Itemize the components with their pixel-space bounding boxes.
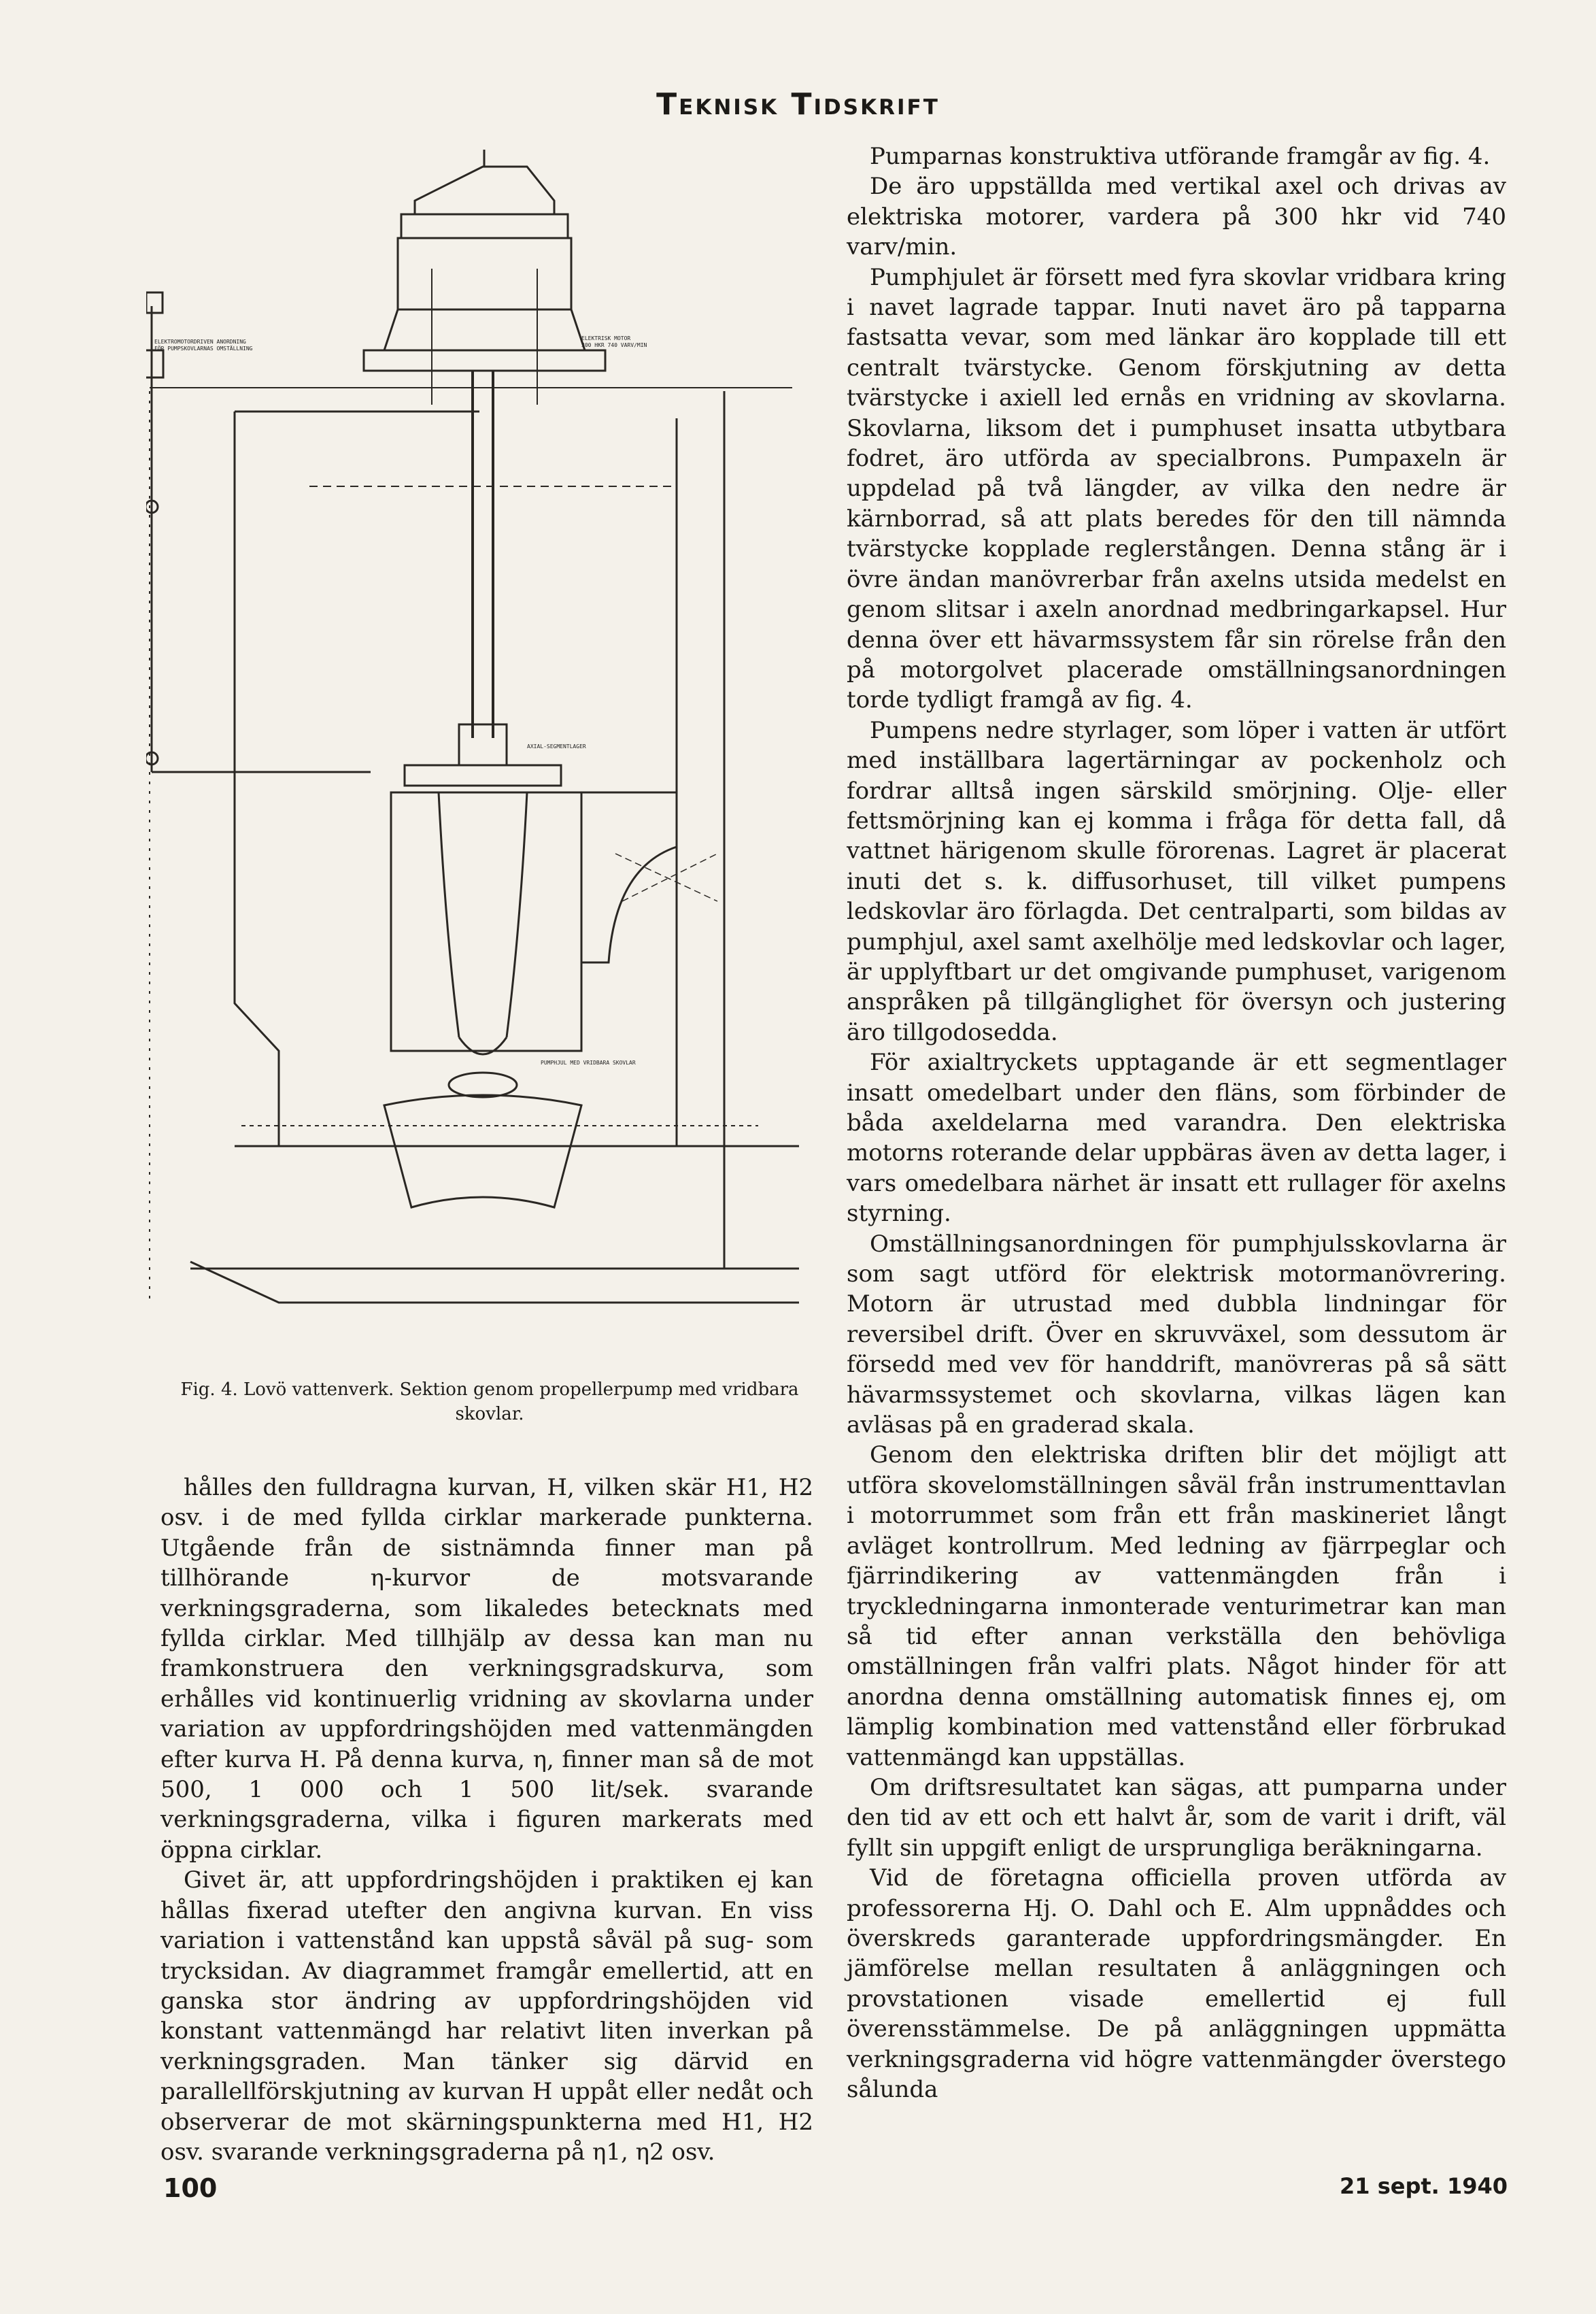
impeller (449, 1073, 517, 1097)
motor-base (364, 350, 605, 371)
right-paragraph: Omställningsanordningen för pumphjulsskovlarna är som sagt utförd för elektrisk motormanövrering. Motorn är utrustad med dubbla lindningar för reversibel drift. Över en skruvväxel, som dessutom är försedd med vev för handdrift, manövreras på så sätt hävarmssystemet och skovlarna, vilkas lägen kan avläsas på en graderad skala. (847, 1230, 1506, 1439)
left-paragraph: hålles den fulldragna kurvan, H, vilken skär H1, H2 osv. i de med fyllda cirklar markerade punkterna. Utgående från de sistnämnda finner man på tillhörande η-kurvor de motsvarande verkningsgraderna, som likaledes betecknats med fyllda cirklar. Med tillhjälp av dessa kan man nu framkonstruera den verkningsgradskurva, som erhålles vid kontinuerlig vridning av skovlarna under variation av uppfordringshöjden med vattenmängden efter kurva H. På denna kurva, η, finner man så de mot 500, 1 000 och 1 500 lit/sek. svarande verkningsgraderna, vilka i figuren markerats med öppna cirklar. (160, 1474, 813, 1864)
right-paragraph: Pumpens nedre styrlager, som löper i vatten är utfört med inställbara lagertärningar av pockenholz och fordrar alltså ingen särskild smörjning. Olje- eller fettsmörjning kan ej komma i fråga för detta fall, då vattnet härigenom skulle förorenas. Lagret är placerat inuti det s. k. diffusorhuset, till vilket pumpens ledskovlar äro förlagda. Det centralparti, som bildas av pumphjul, axel samt axelhölje med ledskovlar och lager, är upplyftbart ur det omgivande pumphuset, varigenom anspråken på tillgänglighet för översyn och justering äro tillgodosedda. (847, 716, 1506, 1046)
page-number: 100 (163, 2173, 218, 2203)
left-paragraph: Givet är, att uppfordringshöjden i praktiken ej kan hållas fixerad utefter den angivna kurvan. En viss variation i vattenstånd kan uppstå såväl på sug- som trycksidan. Av diagrammet framgår emellertid, att en ganska stor ändring av uppfordringshöjden vid konstant vattenmängd har relativt liten inverkan på verkningsgraden. Man tänker sig därvid en parallellförskjutning av kurvan H uppåt eller nedåt och observerar de mot skärningspunkterna med H1, H2 osv. svarande verkningsgraderna på η1, η2 osv. (160, 1866, 813, 2166)
figure-caption: Fig. 4. Lovö vattenverk. Sektion genom propellerpump med vridbara skovlar. (180, 1379, 799, 1424)
issue-date: 21 sept. 1940 (1340, 2173, 1508, 2199)
right-paragraph: Genom den elektriska driften blir det möjligt att utföra skovelomställningen såväl från instrumenttavlan i motorrummet som från ett från maskineriet långt avläget kontrollrum. Med ledning av fjärrpeglar och fjärrindikering av vattenmängden från i tryckledningarna inmonterade venturimetrar kan man så tid efter annan verkställa den behövliga omställningen från valfri plats. Något hinder för att anordna denna omställning automatisk finnes ej, om lämplig kombination med vattenstånd eller förbrukad vattenmängd kan uppställas. (847, 1441, 1506, 1771)
right-paragraph: De äro uppställda med vertikal axel och drivas av elektriska motorer, vardera på 300 hkr vid 740 varv/min. (847, 173, 1506, 261)
right-paragraph: Pumphjulet är försett med fyra skovlar vridbara kring i navet lagrade tappar. Inuti navet äro på tapparna fastsatta vevar, som med länkar äro kopplade till ett centralt tvärstycke. Genom förskjutning av detta tvärstycke i axiell led ernås en vridning av skovlarna. Skovlarna, liksom det i pumphuset insatta utbytbara fodret, äro utförda av specialbrons. Pumpaxeln är uppdelad på två längder, av vilka den nedre är kärnborrad, så att plats beredes för den till nämnda tvärstycke kopplade reglerstången. Denna stång är i övre ändan manövrerbar från axelns utsida medelst en genom slitsar i axeln anordnad medbringarkapsel. Hur denna över ett hävarmssystem får sin rörelse från den på motorgolvet placerade omställningsanordningen torde tydligt framgå av fig. 4. (847, 263, 1506, 714)
right-paragraph: För axialtryckets upptagande är ett segmentlager insatt omedelbart under den fläns, som förbinder de båda axeldelarna med varandra. Den elektriska motorns roterande delar uppbäras även av detta lager, i vars omedelbara närhet är insatt ett rullager för axelns styrning. (847, 1049, 1506, 1228)
right-paragraph: Om driftsresultatet kan sägas, att pumparna under den tid av ett och ett halvt år, som de varit i drift, väl fyllt sin uppgift enligt de ursprungliga beräkningarna. (847, 1773, 1506, 1862)
segment-bearing (459, 724, 507, 765)
motor-hood (415, 167, 554, 214)
label-control-2: FÖR PUMPSKOVLARNAS OMSTÄLLNING (154, 346, 253, 352)
right-column (847, 141, 1506, 2105)
journal-masthead: Teknisk Tidskrift (656, 87, 940, 122)
label-motor-1: ELEKTRISK MOTOR (581, 335, 631, 341)
pump-section-svg (146, 146, 830, 1371)
pump-section-drawing (146, 146, 830, 1371)
motor-vent (401, 214, 568, 238)
label-impeller: PUMPHJUL MED VRIDBARA SKOVLAR (541, 1060, 636, 1066)
label-control-1: ELEKTROMOTORDRIVEN ANORDNING (154, 339, 246, 345)
left-column (160, 1473, 813, 2167)
motor-housing (398, 238, 571, 309)
right-paragraph: Pumparnas konstruktiva utförande framgår av fig. 4. (870, 143, 1491, 170)
label-motor-2: 300 HKR 740 VARV/MIN (581, 342, 647, 348)
right-paragraph: Vid de företagna officiella proven utförda av professorerna Hj. O. Dahl och E. Alm uppnåddes och överskreds garanterade uppfordringsmängder. En jämförelse mellan resultaten å anläggningen och provstationen visade emellertid ej full överensstämmelse. De på anläggningen uppmätta verkningsgraderna vid högre vattenmängder överstego sålunda (847, 1864, 1506, 2103)
label-bearing: AXIAL-SEGMENTLAGER (527, 743, 586, 750)
